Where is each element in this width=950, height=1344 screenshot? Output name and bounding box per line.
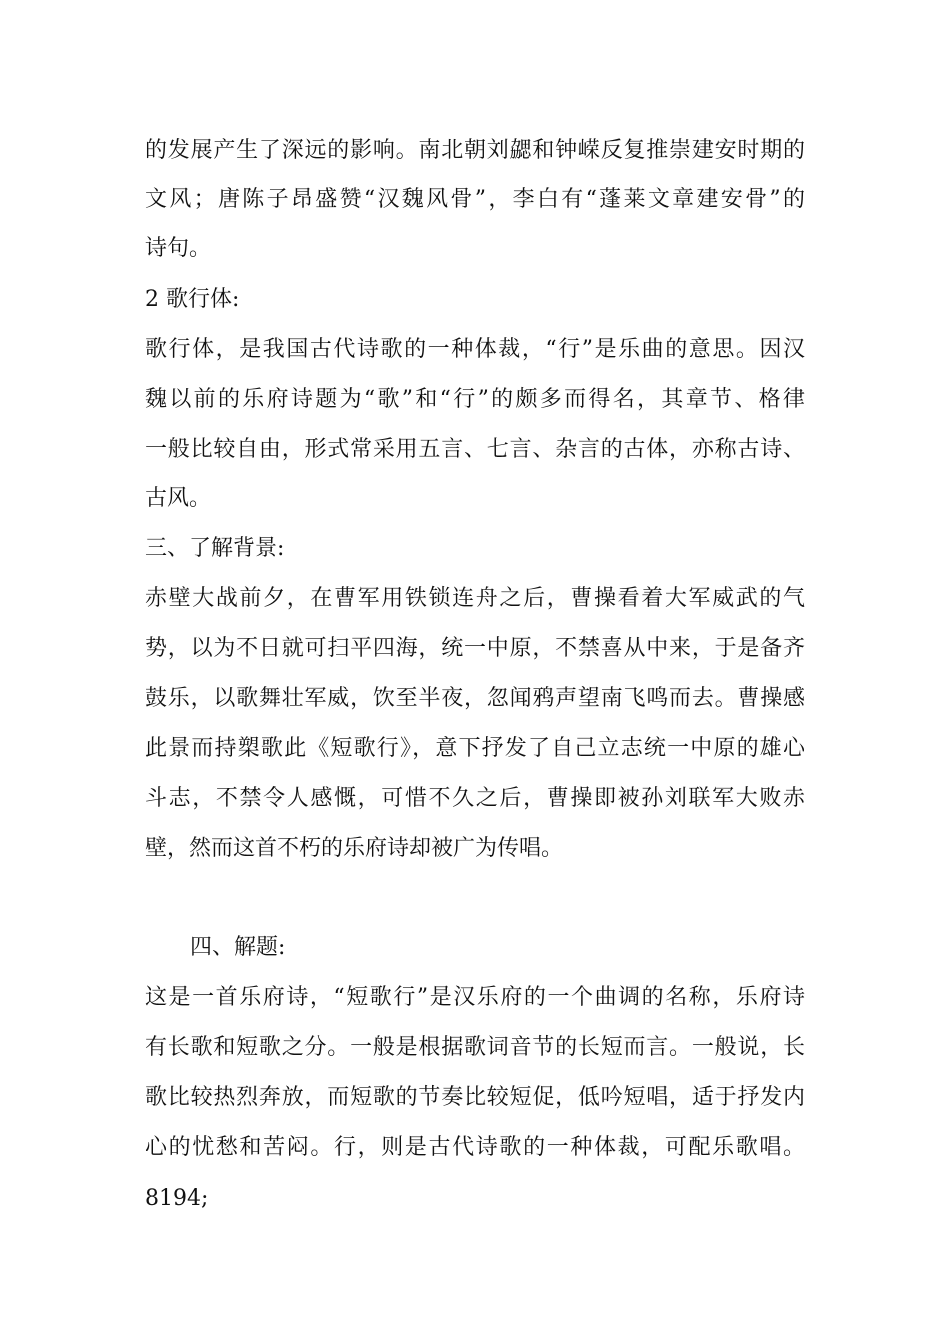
paragraph-3-line-2: 势，以为不日就可扫平四海，统一中原，不禁喜从中来，于是备齐 <box>145 636 805 661</box>
paragraph-3-line-6: 壁，然而这首不朽的乐府诗却被广为传唱。 <box>145 836 564 861</box>
paragraph-2-line-4: 古风。 <box>145 486 212 511</box>
paragraph-3-line-4: 此景而持槊歌此《短歌行》，意下抒发了自己立志统一中原的雄心 <box>145 736 805 761</box>
paragraph-2-line-3: 一般比较自由，形式常采用五言、七言、杂言的古体，亦称古诗、 <box>145 437 805 462</box>
paragraph-1-line-1: 的发展产生了深远的影响。南北朝刘勰和钟嵘反复推崇建安时期的 <box>145 138 805 163</box>
paragraph-1-line-2: 文风；唐陈子昂盛赞“汉魏风骨”，李白有“蓬莱文章建安骨”的 <box>145 187 805 212</box>
paragraph-3-line-5: 斗志，不禁令人感慨，可惜不久之后，曹操即被孙刘联军大败赤 <box>145 786 805 811</box>
paragraph-1-line-3: 诗句。 <box>145 236 212 261</box>
trailing-text: 8194; <box>145 1186 209 1211</box>
paragraph-3-line-1: 赤壁大战前夕，在曹军用铁锁连舟之后，曹操看着大军威武的气 <box>145 586 805 611</box>
heading-background: 三、了解背景: <box>145 536 285 561</box>
paragraph-2-line-2: 魏以前的乐府诗题为“歌”和“行”的颇多而得名，其章节、格律 <box>145 387 805 412</box>
heading-gexingti: 2 歌行体: <box>145 287 240 312</box>
paragraph-4-line-1: 这是一首乐府诗，“短歌行”是汉乐府的一个曲调的名称，乐府诗 <box>145 985 805 1010</box>
paragraph-3-line-3: 鼓乐，以歌舞壮军威，饮至半夜，忽闻鸦声望南飞鸣而去。曹操感 <box>145 686 805 711</box>
heading-jieti: 四、解题: <box>190 935 286 960</box>
paragraph-2-line-1: 歌行体，是我国古代诗歌的一种体裁，“行”是乐曲的意思。因汉 <box>145 337 805 362</box>
paragraph-4-line-4: 心的忧愁和苦闷。行，则是古代诗歌的一种体裁，可配乐歌唱。 <box>145 1135 805 1160</box>
paragraph-4-line-2: 有长歌和短歌之分。一般是根据歌词音节的长短而言。一般说，长 <box>145 1035 805 1060</box>
paragraph-4-line-3: 歌比较热烈奔放，而短歌的节奏比较短促，低吟短唱，适于抒发内 <box>145 1085 805 1110</box>
